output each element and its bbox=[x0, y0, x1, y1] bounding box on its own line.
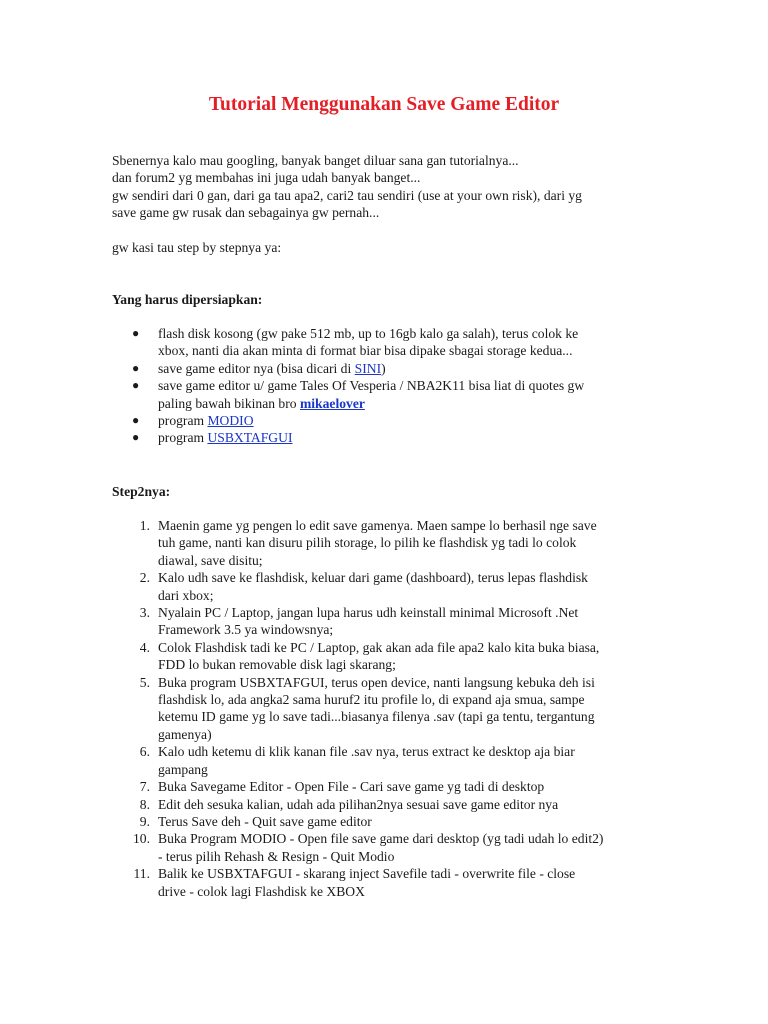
step-number: 4. bbox=[139, 639, 150, 655]
step-text-line: - terus pilih Rehash & Resign - Quit Modio bbox=[158, 848, 395, 864]
step-text-line: Terus Save deh - Quit save game editor bbox=[158, 813, 372, 829]
step-number: 5. bbox=[139, 674, 150, 690]
step-text-line: dari xbox; bbox=[158, 587, 214, 603]
step-text-line: diawal, save disitu; bbox=[158, 552, 263, 568]
bullet-icon: ● bbox=[132, 430, 140, 445]
step-number: 11. bbox=[133, 866, 150, 882]
step-item bbox=[112, 778, 672, 795]
step-text-line: gampang bbox=[158, 761, 208, 777]
intro-line: gw sendiri dari 0 gan, dari ga tau apa2, cari2 tau sendiri (use at your own risk), dari yg bbox=[112, 187, 582, 203]
step-text-line: Colok Flashdisk tadi ke PC / Laptop, gak akan ada file apa2 kalo kita buka biasa, bbox=[158, 639, 600, 655]
step-text-line: Balik ke USBXTAFGUI - skarang inject Savefile tadi - overwrite file - close bbox=[158, 866, 576, 882]
step-item bbox=[112, 517, 672, 569]
list-item: ● flash disk kosong (gw pake 512 mb, up to 16gb kalo ga salah), terus colok ke xbox, nanti dia akan minta di format biar bisa dipake sbagai storage kedua... bbox=[132, 326, 579, 359]
step-text-line: Buka Program MODIO - Open file save game dari desktop (yg tadi udah lo edit2) bbox=[158, 831, 604, 847]
step-number: 3. bbox=[139, 605, 150, 621]
step-item bbox=[112, 639, 672, 674]
intro-paragraph bbox=[112, 152, 672, 222]
step-item bbox=[112, 604, 672, 639]
step-text-line: Buka program USBXTAFGUI, terus open device, nanti langsung kebuka deh isi bbox=[158, 674, 595, 690]
step-item bbox=[112, 830, 672, 865]
intro-step-line bbox=[112, 239, 672, 256]
step-text-line: Kalo udh ketemu di klik kanan file .sav nya, terus extract ke desktop aja biar bbox=[158, 744, 575, 760]
step-item bbox=[112, 865, 672, 900]
intro-line: gw kasi tau step by stepnya ya: bbox=[112, 240, 282, 255]
step-text-line: ketemu ID game yg lo save tadi...biasanya filenya .sav (tapi ga tentu, tergantung bbox=[158, 709, 595, 725]
step-text-line: flashdisk lo, ada angka2 sama huruf2 itu profile lo, di expand aja smua, sampe bbox=[158, 692, 585, 708]
prep-list bbox=[112, 325, 672, 447]
bullet-icon: ● bbox=[132, 326, 140, 340]
list-item: ● save game editor u/ game Tales Of Vesperia / NBA2K11 bisa liat di quotes gw paling bawah bikinan bro mikaelover bbox=[132, 378, 585, 411]
step-item bbox=[112, 743, 672, 778]
step-text-line: drive - colok lagi Flashdisk ke XBOX bbox=[158, 883, 365, 899]
step-number: 2. bbox=[139, 570, 150, 586]
mikaelover-link[interactable]: mikaelover bbox=[299, 395, 365, 411]
modio-link[interactable]: MODIO bbox=[207, 413, 254, 429]
intro-line: save game gw rusak dan sebagainya gw pernah... bbox=[112, 205, 380, 221]
intro-line: Sbenernya kalo mau googling, banyak banget diluar sana gan tutorialnya... bbox=[112, 153, 519, 168]
step-item bbox=[112, 569, 672, 604]
list-item: ● save game editor nya (bisa dicari di SINI) bbox=[132, 360, 386, 376]
step-item bbox=[112, 796, 672, 813]
usbxtafgui-link[interactable]: USBXTAFGUI bbox=[207, 430, 293, 446]
step-text-line: Edit deh sesuka kalian, udah ada pilihan2nya sesuai save game editor nya bbox=[158, 796, 559, 812]
step-number: 10. bbox=[133, 831, 150, 847]
steps-heading: Step2nya: bbox=[112, 484, 171, 499]
step-number: 1. bbox=[139, 518, 150, 533]
sini-link[interactable]: SINI bbox=[354, 360, 382, 376]
intro-line: dan forum2 yg membahas ini juga udah banyak banget... bbox=[112, 170, 421, 186]
step-text-line: Framework 3.5 ya windowsnya; bbox=[158, 622, 334, 638]
steps-list bbox=[112, 517, 672, 900]
bullet-icon: ● bbox=[132, 378, 140, 393]
step-text-line: Nyalain PC / Laptop, jangan lupa harus udh keinstall minimal Microsoft .Net bbox=[158, 605, 579, 621]
prep-heading: Yang harus dipersiapkan: bbox=[112, 292, 263, 307]
step-item bbox=[112, 813, 672, 830]
list-item: ● program MODIO bbox=[132, 413, 254, 429]
step-number: 8. bbox=[139, 796, 150, 812]
bullet-icon: ● bbox=[132, 360, 140, 375]
list-item: ● program USBXTAFGUI bbox=[132, 430, 293, 446]
step-number: 7. bbox=[139, 779, 150, 795]
bullet-icon: ● bbox=[132, 413, 140, 428]
step-text-line: Maenin game yg pengen lo edit save gamenya. Maen sampe lo berhasil nge save bbox=[158, 518, 597, 533]
step-text-line: Buka Savegame Editor - Open File - Cari save game yg tadi di desktop bbox=[158, 779, 545, 795]
step-item bbox=[112, 674, 672, 744]
step-text-line: FDD lo bukan removable disk lagi skarang; bbox=[158, 657, 396, 673]
step-text-line: Kalo udh save ke flashdisk, keluar dari game (dashboard), terus lepas flashdisk bbox=[158, 570, 588, 586]
step-text-line: tuh game, nanti kan disuru pilih storage, lo pilih ke flashdisk yg tadi lo colok bbox=[158, 535, 577, 551]
step-text-line: gamenya) bbox=[158, 726, 212, 742]
page-title: Tutorial Menggunakan Save Game Editor bbox=[208, 94, 560, 115]
step-number: 9. bbox=[139, 813, 150, 829]
step-number: 6. bbox=[139, 744, 150, 760]
